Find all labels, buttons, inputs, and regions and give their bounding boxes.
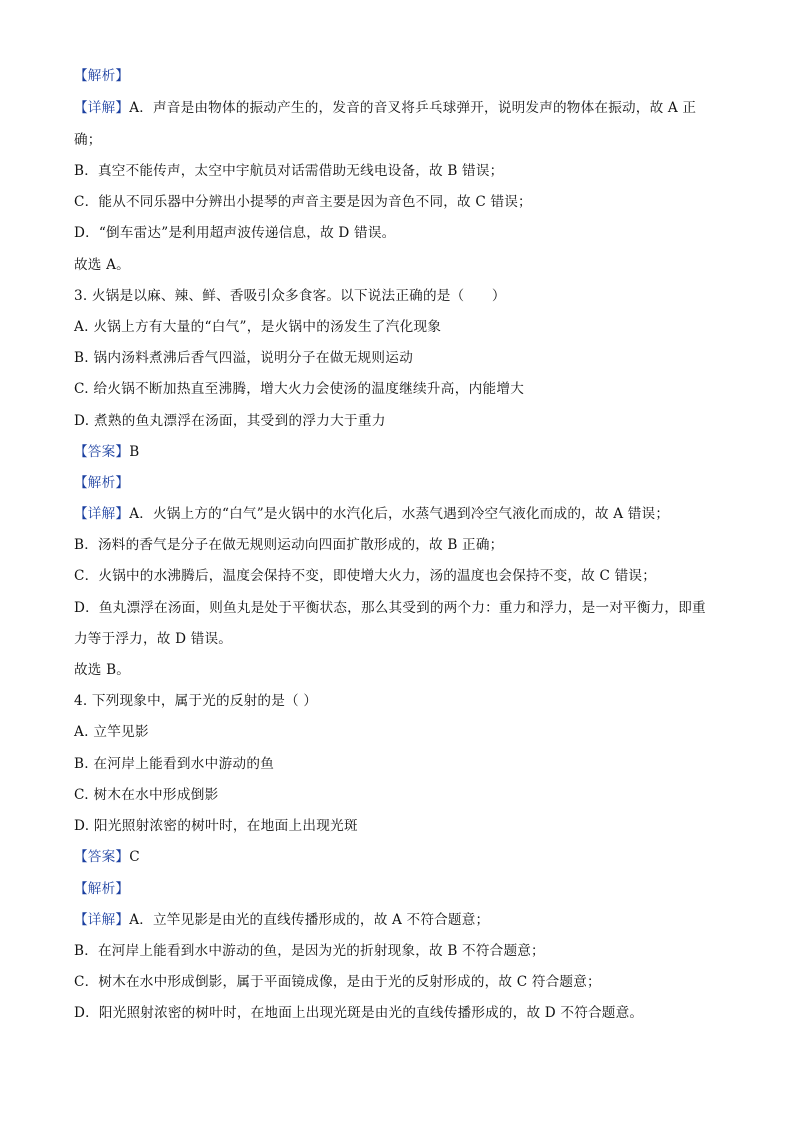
q2-detail-b: B．真空不能传声，太空中宇航员对话需借助无线电设备，故 B 错误；	[74, 163, 504, 179]
q4-detail-a	[74, 911, 489, 929]
q4-stem: 4. 下列现象中，属于光的反射的是（ ）	[74, 693, 318, 709]
q4-detail-tag: 【详解】	[74, 912, 130, 928]
q3-option-c: C. 给火锅不断加热直至沸腾，增大火力会使汤的温度继续升高，内能增大	[74, 381, 525, 397]
q4-detail-b: B．在河岸上能看到水中游动的鱼，是因为光的折射现象，故 B 不符合题意；	[74, 943, 545, 959]
q3-answer	[74, 443, 139, 461]
q2-detail-a-line2: 确；	[74, 132, 102, 148]
q4-answer-tag: 【答案】	[74, 849, 130, 865]
q2-detail-a-text: A．声音是由物体的振动产生的，发音的音叉将乒乓球弹开，说明发声的物体在振动，故 A 正	[129, 100, 697, 116]
q3-answer-value: B	[129, 444, 140, 460]
q4-answer-value: C	[129, 849, 140, 865]
q3-detail-b: B．汤料的香气是分子在做无规则运动向四面扩散形成的，故 B 正确；	[74, 537, 504, 553]
q3-option-b: B. 锅内汤料煮沸后香气四溢，说明分子在做无规则运动	[74, 350, 414, 366]
q3-detail-tag: 【详解】	[74, 506, 130, 522]
q4-detail-d: D．阳光照射浓密的树叶时，在地面上出现光斑是由光的直线传播形成的，故 D 不符合题意。	[74, 1005, 644, 1021]
q3-detail-c: C．火锅中的水沸腾后，温度会保持不变，即使增大火力，汤的温度也会保持不变，故 C 错误；	[74, 568, 656, 584]
q2-detail-a-line1	[74, 99, 696, 117]
q3-detail-d-line2: 力等于浮力，故 D 错误。	[74, 631, 233, 647]
q4-answer	[74, 848, 140, 866]
q2-analysis-heading: 【解析】	[74, 68, 130, 84]
q2-detail-d: D．“倒车雷达”是利用超声波传递信息，故 D 错误。	[74, 225, 396, 241]
q4-detail-a-text: A．立竿见影是由光的直线传播形成的，故 A 不符合题意；	[129, 912, 490, 928]
q4-analysis-heading: 【解析】	[74, 881, 130, 897]
q3-detail-a-text: A．火锅上方的“白气”是火锅中的水汽化后，水蒸气遇到冷空气液化而成的，故 A 错误；	[129, 506, 670, 522]
q4-option-d: D. 阳光照射浓密的树叶时，在地面上出现光斑	[74, 818, 358, 834]
q3-detail-a	[74, 505, 669, 523]
q2-detail-c: C．能从不同乐器中分辨出小提琴的声音主要是因为音色不同，故 C 错误；	[74, 194, 532, 210]
q2-detail-tag: 【详解】	[74, 100, 130, 116]
q2-conclusion: 故选 A。	[74, 257, 130, 273]
q3-conclusion: 故选 B。	[74, 662, 131, 678]
q3-option-d: D. 煮熟的鱼丸漂浮在汤面，其受到的浮力大于重力	[74, 413, 386, 429]
q3-analysis-heading: 【解析】	[74, 475, 130, 491]
q3-stem: 3. 火锅是以麻、辣、鲜、香吸引众多食客。以下说法正确的是（ ）	[74, 288, 506, 304]
q4-option-a: A. 立竿见影	[74, 724, 149, 740]
q3-option-a: A. 火锅上方有大量的“白气”，是火锅中的汤发生了汽化现象	[74, 319, 442, 335]
q4-detail-c: C．树木在水中形成倒影，属于平面镜成像，是由于光的反射形成的，故 C 符合题意；	[74, 974, 601, 990]
q3-answer-tag: 【答案】	[74, 444, 130, 460]
q3-detail-d-line1: D．鱼丸漂浮在汤面，则鱼丸是处于平衡状态，那么其受到的两个力：重力和浮力，是一对平衡力，即重	[74, 600, 706, 616]
q4-option-c: C. 树木在水中形成倒影	[74, 787, 219, 803]
q4-option-b: B. 在河岸上能看到水中游动的鱼	[74, 756, 275, 772]
